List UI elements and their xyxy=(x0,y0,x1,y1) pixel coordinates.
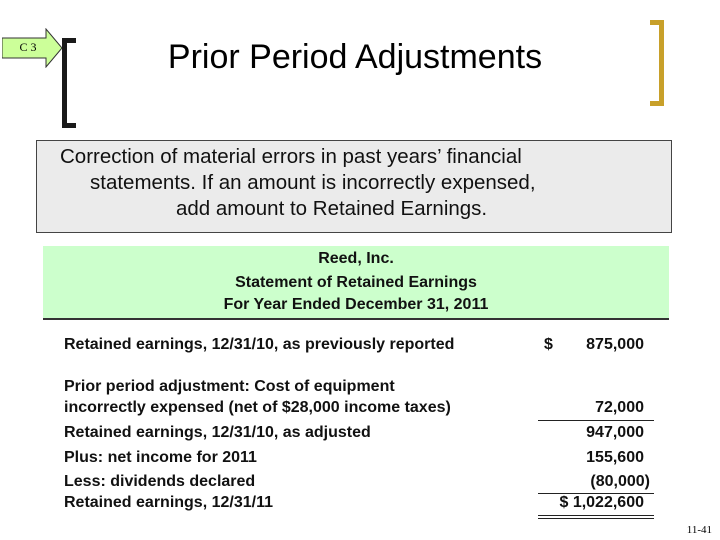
statement-row-label: Less: dividends declared xyxy=(64,473,256,490)
statement-row-label: incorrectly expensed (net of $28,000 income taxes) xyxy=(64,399,451,416)
slide-title: Prior Period Adjustments xyxy=(167,38,543,76)
statement-period: For Year Ended December 31, 2011 xyxy=(223,296,489,313)
slide-number: 11-41 xyxy=(686,524,712,536)
statement-row-label: Retained earnings, 12/31/10, as adjusted xyxy=(64,424,371,441)
statement-row-value: 72,000 xyxy=(595,399,644,416)
statement-row-label: Plus: net income for 2011 xyxy=(64,449,257,466)
statement-company: Reed, Inc. xyxy=(318,250,394,267)
total-double-rule-top xyxy=(538,515,654,516)
statement-row-value: 155,600 xyxy=(586,449,644,466)
definition-box xyxy=(36,140,672,233)
statement-name: Statement of Retained Earnings xyxy=(235,274,477,291)
subtotal-rule xyxy=(538,420,654,421)
statement-row-label: Prior period adjustment: Cost of equipment xyxy=(64,378,395,395)
statement-row-label: Retained earnings, 12/31/11 xyxy=(64,494,273,511)
objective-badge-label: C 3 xyxy=(19,40,37,54)
right-bracket xyxy=(650,20,664,106)
definition-line-3: add amount to Retained Earnings. xyxy=(176,197,488,220)
statement-row-value: 875,000 xyxy=(586,336,644,353)
definition-line-1: Correction of material errors in past years’ financial xyxy=(60,145,522,168)
objective-badge xyxy=(2,28,64,68)
definition-line-2: statements. If an amount is incorrectly expensed, xyxy=(90,171,536,194)
left-bracket xyxy=(62,38,76,128)
statement-row-value: 947,000 xyxy=(586,424,644,441)
statement-row-label: Retained earnings, 12/31/10, as previously reported xyxy=(64,336,455,353)
statement-header xyxy=(43,246,669,320)
statement-row-value: (80,000) xyxy=(590,473,650,490)
statement-total-value: $ 1,022,600 xyxy=(559,494,644,511)
dollar-sign: $ xyxy=(544,336,553,353)
total-double-rule-bottom xyxy=(538,518,654,519)
